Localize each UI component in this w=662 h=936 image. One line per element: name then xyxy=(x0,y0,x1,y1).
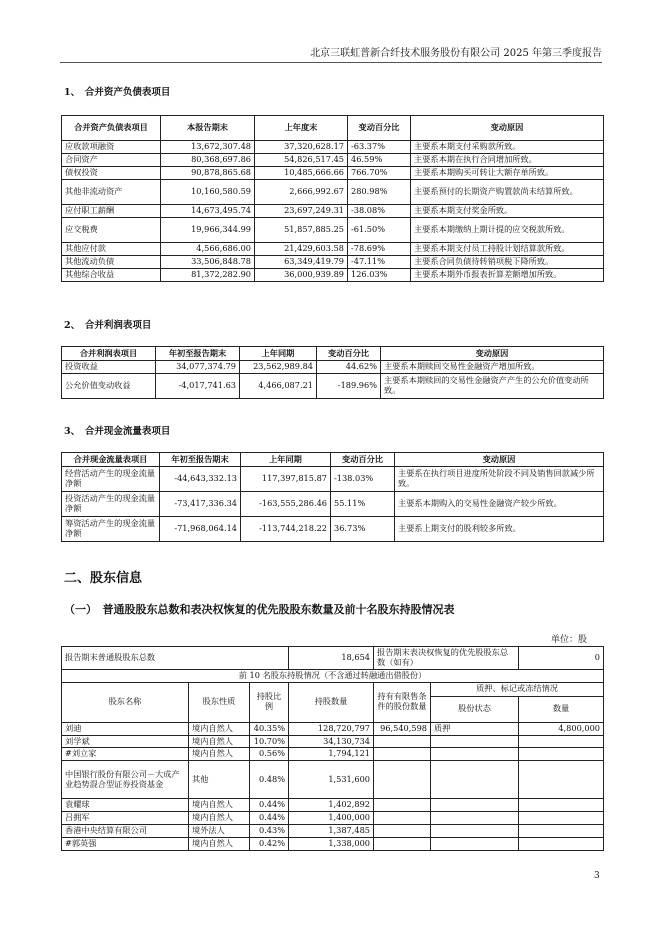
table-cell: -138.03% xyxy=(331,467,395,492)
table-row xyxy=(62,517,604,542)
table-cell xyxy=(431,799,519,812)
table-cell: 其他应付款 xyxy=(62,243,161,256)
table-row xyxy=(62,799,604,812)
subsection-title: （一） 普通股股东总数和表决权恢复的优先股股东数量及前十名股东持股情况表 xyxy=(64,603,455,616)
table-row xyxy=(62,722,604,735)
table-cell: 63,349,419.79 xyxy=(255,256,348,269)
table-cell xyxy=(431,824,519,837)
table-row xyxy=(62,824,604,837)
balance-sheet-table xyxy=(61,115,604,282)
table-cell: 境外法人 xyxy=(189,824,250,837)
col-header: 上年同期 xyxy=(240,347,317,361)
col-header: 持股数量 xyxy=(289,682,374,722)
table-cell: 4,466,087.21 xyxy=(240,374,317,399)
table-cell: 0.44% xyxy=(250,799,289,812)
col-header: 数量 xyxy=(519,696,604,722)
table-cell: 46.59% xyxy=(348,154,411,167)
table-cell: #刘立家 xyxy=(62,748,189,761)
col-header: 变动原因 xyxy=(395,453,604,467)
table-cell: 主要系本期外币报表折算差额增加所致。 xyxy=(411,269,604,282)
table-cell: 117,397,815.87 xyxy=(241,467,331,492)
table-cell: 280.98% xyxy=(348,180,411,205)
table-cell: 36,000,939.89 xyxy=(255,269,348,282)
col-header: 上年同期 xyxy=(241,453,331,467)
table-cell: 主要系本期赎回的交易性金融资产产生的公允价值变动所致。 xyxy=(381,374,604,399)
table-cell: -189.96% xyxy=(317,374,381,399)
col-header: 股东性质 xyxy=(189,682,250,722)
col-header: 变动原因 xyxy=(381,347,604,361)
table-row xyxy=(62,812,604,825)
table-cell: 34,130,734 xyxy=(289,735,374,748)
section1-title: 1、 合并资产负债表项目 xyxy=(64,87,171,98)
col-header: 年初至报告期末 xyxy=(156,347,240,361)
col-header: 变动百分比 xyxy=(317,347,381,361)
table-cell: -61.50% xyxy=(348,218,411,243)
table-cell xyxy=(519,837,604,850)
table-row xyxy=(62,154,604,167)
table-cell: 应交税费 xyxy=(62,218,161,243)
top10-label: 前 10 名股东持股情况（不含通过转融通出借股份） xyxy=(62,669,604,682)
table-cell: 债权投资 xyxy=(62,167,161,180)
table-cell xyxy=(519,748,604,761)
table-cell: 19,966,344.99 xyxy=(161,218,255,243)
section3-title: 3、 合并现金流量表项目 xyxy=(64,426,171,437)
table-cell: 境内自然人 xyxy=(189,748,250,761)
table-cell: 1,402,892 xyxy=(289,799,374,812)
table-cell: #郭英强 xyxy=(62,837,189,850)
unit-label: 单位：股 xyxy=(551,635,588,645)
shareholders-table xyxy=(61,646,604,851)
table-cell: 吕拥军 xyxy=(62,812,189,825)
table-cell: 10.70% xyxy=(250,735,289,748)
table-cell: 23,697,249.31 xyxy=(255,205,348,218)
table-cell: 其他流动负债 xyxy=(62,256,161,269)
table-cell: 44.62% xyxy=(317,361,381,374)
table-cell: 2,666,992.67 xyxy=(255,180,348,205)
table-cell: 90,878,865.68 xyxy=(161,167,255,180)
table-cell: 应收款项融资 xyxy=(62,141,161,154)
col-header: 股份状态 xyxy=(431,696,519,722)
table-cell: 33,506,848.78 xyxy=(161,256,255,269)
table-cell: 应付职工薪酬 xyxy=(62,205,161,218)
table-cell: 0.48% xyxy=(250,761,289,799)
total-holders-label: 报告期末普通股股东总数 xyxy=(62,647,289,670)
table-cell: 4,800,000 xyxy=(519,722,604,735)
table-cell: 合同资产 xyxy=(62,154,161,167)
table-cell: 80,368,697.86 xyxy=(161,154,255,167)
section2-title: 2、 合并利润表项目 xyxy=(64,320,152,331)
table-row xyxy=(62,361,604,374)
table-row xyxy=(62,141,604,154)
table-cell xyxy=(519,799,604,812)
col-header: 持股比例 xyxy=(250,682,289,722)
table-cell: 香港中央结算有限公司 xyxy=(62,824,189,837)
table-cell xyxy=(374,799,431,812)
table-cell: 主要系预付的长期资产购置款尚未结算所致。 xyxy=(411,180,604,205)
col-header: 持有有限售条件的股份数量 xyxy=(374,682,431,722)
table-cell: 公允价值变动收益 xyxy=(62,374,156,399)
table-cell xyxy=(519,735,604,748)
table-cell: -73,417,336.34 xyxy=(160,492,241,517)
table-row xyxy=(62,467,604,492)
table-cell: 1,338,000 xyxy=(289,837,374,850)
table-cell: 筹资活动产生的现金流量净额 xyxy=(62,517,160,542)
table-cell: 主要系本期支付采购款所致。 xyxy=(411,141,604,154)
table-cell xyxy=(374,761,431,799)
col-header: 合并现金流量表项目 xyxy=(62,453,160,467)
table-cell xyxy=(519,824,604,837)
table-cell: -71,968,064.14 xyxy=(160,517,241,542)
table-cell: 55.11% xyxy=(331,492,395,517)
table-cell: 境内自然人 xyxy=(189,722,250,735)
page-header: 北京三联虹普新合纤技术服务股份有限公司 2025 年第三季度报告 xyxy=(60,44,602,63)
table-cell: -163,555,286.46 xyxy=(241,492,331,517)
table-cell: 其他 xyxy=(189,761,250,799)
table-cell xyxy=(431,837,519,850)
table-cell: 10,160,580.59 xyxy=(161,180,255,205)
table-cell: 1,400,000 xyxy=(289,812,374,825)
table-cell: 766.70% xyxy=(348,167,411,180)
table-cell: 主要系本期支付奖金所致。 xyxy=(411,205,604,218)
table-cell: 51,857,885.25 xyxy=(255,218,348,243)
table-cell: 主要系上期支付的股利较多所致。 xyxy=(395,517,604,542)
table-cell xyxy=(374,735,431,748)
table-cell xyxy=(519,812,604,825)
table-cell: 境内自然人 xyxy=(189,837,250,850)
table-cell xyxy=(431,748,519,761)
table-cell: -78.69% xyxy=(348,243,411,256)
table-cell: 54,826,517.45 xyxy=(255,154,348,167)
col-header: 变动原因 xyxy=(411,116,604,141)
table-cell: 0.44% xyxy=(250,812,289,825)
table-cell xyxy=(431,761,519,799)
table-cell: 主要系在执行项目进度所处阶段不同及销售回款减少所致。 xyxy=(395,467,604,492)
table-cell: 主要系合同负债待转销项税下降所致。 xyxy=(411,256,604,269)
table-row xyxy=(62,761,604,799)
table-cell: 其他综合收益 xyxy=(62,269,161,282)
table-row xyxy=(62,218,604,243)
col-header: 本报告期末 xyxy=(161,116,255,141)
table-cell: 境内自然人 xyxy=(189,799,250,812)
table-cell: 13,672,307.48 xyxy=(161,141,255,154)
part2-title: 二、股东信息 xyxy=(64,571,143,586)
col-header: 变动百分比 xyxy=(331,453,395,467)
col-header: 合并利润表项目 xyxy=(62,347,156,361)
table-cell: 境内自然人 xyxy=(189,735,250,748)
col-header: 合并资产负债表项目 xyxy=(62,116,161,141)
table-cell: 主要系本期在执行合同增加所致。 xyxy=(411,154,604,167)
table-cell: 0.42% xyxy=(250,837,289,850)
table-cell: 刘迪 xyxy=(62,722,189,735)
table-cell: 10,485,666.66 xyxy=(255,167,348,180)
table-cell: 其他非流动资产 xyxy=(62,180,161,205)
cashflow-table xyxy=(61,452,604,542)
table-cell: 主要系本期支付员工持股计划结算款所致。 xyxy=(411,243,604,256)
table-cell: 34,077,374.79 xyxy=(156,361,240,374)
pref-holders-value: 0 xyxy=(519,647,604,670)
table-cell: 主要系本期缴纳上期计提的应交税款所致。 xyxy=(411,218,604,243)
table-cell: 主要系本期购入的交易性金融资产较少所致。 xyxy=(395,492,604,517)
pref-holders-label: 报告期末表决权恢复的优先股股东总数（如有） xyxy=(374,647,519,670)
table-row xyxy=(62,492,604,517)
table-cell: -44,643,332.13 xyxy=(160,467,241,492)
table-cell: -4,017,741.63 xyxy=(156,374,240,399)
page-number: 3 xyxy=(594,871,600,881)
table-cell: 126.03% xyxy=(348,269,411,282)
table-cell xyxy=(374,812,431,825)
table-cell: -113,744,218.22 xyxy=(241,517,331,542)
table-row xyxy=(62,243,604,256)
table-cell xyxy=(374,837,431,850)
table-cell: 4,566,686.00 xyxy=(161,243,255,256)
table-cell: 0.56% xyxy=(250,748,289,761)
table-cell xyxy=(519,761,604,799)
income-statement-table xyxy=(61,346,604,399)
table-cell: 23,562,989.84 xyxy=(240,361,317,374)
table-cell: -47.11% xyxy=(348,256,411,269)
table-cell: 中国银行股份有限公司－大成产业趋势混合型证券投资基金 xyxy=(62,761,189,799)
table-cell xyxy=(374,824,431,837)
table-cell: 质押 xyxy=(431,722,519,735)
table-cell xyxy=(431,812,519,825)
table-cell: 96,540,598 xyxy=(374,722,431,735)
table-cell: 主要系本期购买可转让大额存单所致。 xyxy=(411,167,604,180)
table-cell: 81,372,282.90 xyxy=(161,269,255,282)
table-row xyxy=(62,748,604,761)
table-row xyxy=(62,735,604,748)
total-holders-value: 18,654 xyxy=(289,647,374,670)
col-header: 上年度末 xyxy=(255,116,348,141)
table-cell: 128,720,797 xyxy=(289,722,374,735)
table-row xyxy=(62,269,604,282)
table-cell: 投资收益 xyxy=(62,361,156,374)
table-row xyxy=(62,167,604,180)
table-cell: 0.43% xyxy=(250,824,289,837)
col-header: 股东名称 xyxy=(62,682,189,722)
table-cell: 主要系本期赎回交易性金融资产增加所致。 xyxy=(381,361,604,374)
table-cell: 投资活动产生的现金流量净额 xyxy=(62,492,160,517)
table-cell: 36.73% xyxy=(331,517,395,542)
table-cell: -63.37% xyxy=(348,141,411,154)
table-row xyxy=(62,837,604,850)
table-cell: -38.08% xyxy=(348,205,411,218)
table-cell: 14,673,495.74 xyxy=(161,205,255,218)
table-row xyxy=(62,180,604,205)
table-cell xyxy=(374,748,431,761)
table-cell xyxy=(431,735,519,748)
table-cell: 刘学斌 xyxy=(62,735,189,748)
table-cell: 经营活动产生的现金流量净额 xyxy=(62,467,160,492)
table-cell: 袁耀球 xyxy=(62,799,189,812)
table-cell: 1,531,600 xyxy=(289,761,374,799)
table-cell: 1,794,121 xyxy=(289,748,374,761)
table-cell: 40.35% xyxy=(250,722,289,735)
table-row xyxy=(62,205,604,218)
col-header: 年初至报告期末 xyxy=(160,453,241,467)
table-row xyxy=(62,256,604,269)
table-cell: 21,429,603.58 xyxy=(255,243,348,256)
col-header: 质押、标记或冻结情况 xyxy=(431,682,604,696)
table-cell: 37,320,628.17 xyxy=(255,141,348,154)
col-header: 变动百分比 xyxy=(348,116,411,141)
table-cell: 境内自然人 xyxy=(189,812,250,825)
table-row xyxy=(62,374,604,399)
table-cell: 1,387,485 xyxy=(289,824,374,837)
